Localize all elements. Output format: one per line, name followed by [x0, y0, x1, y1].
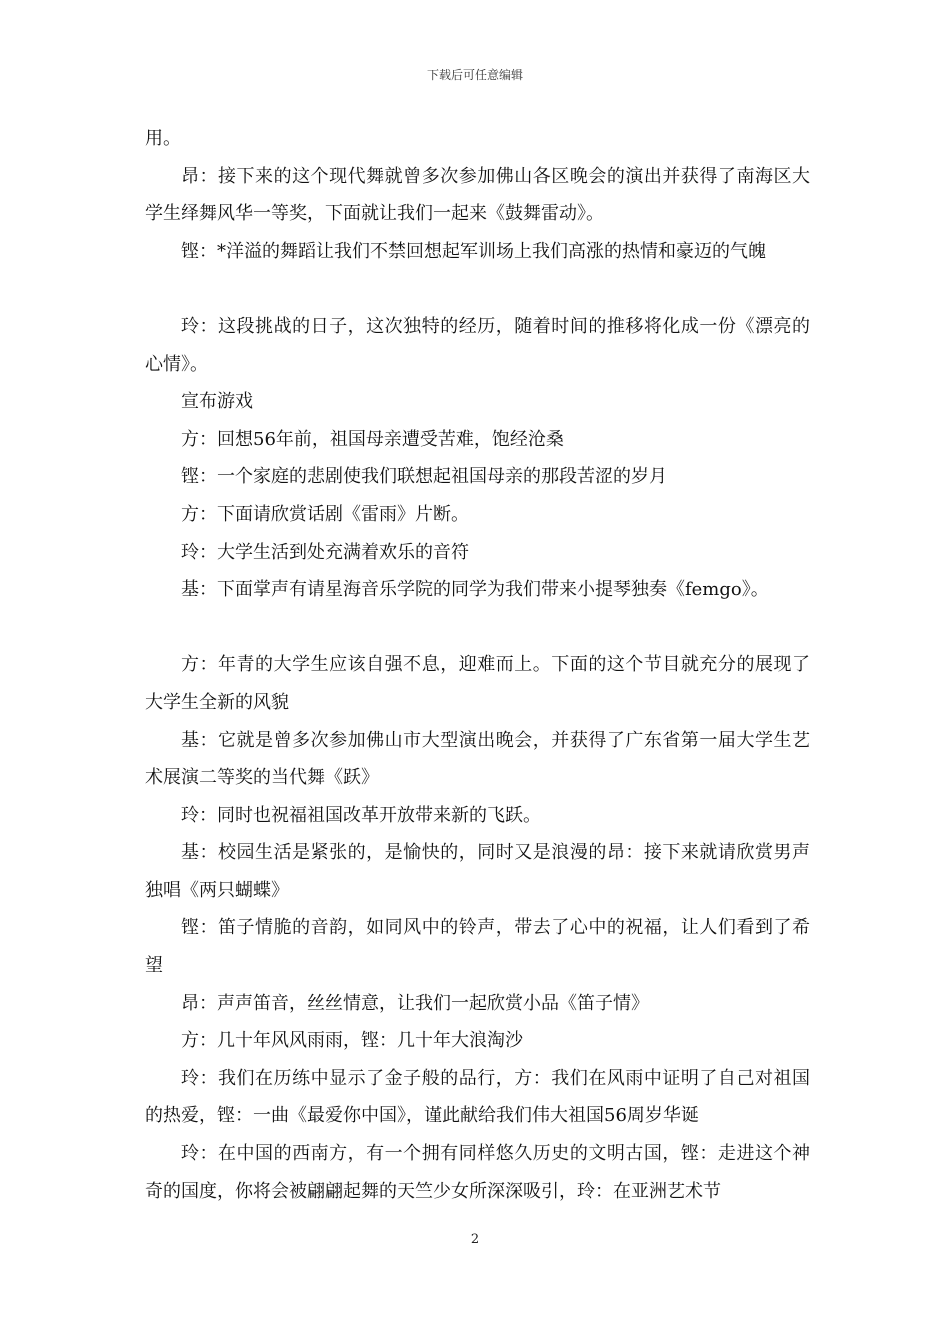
paragraph: 昂：声声笛音，丝丝情意，让我们一起欣赏小品《笛子情》	[181, 992, 649, 1014]
page-header: 下载后可任意编辑	[426, 68, 523, 82]
paragraph: 基：它就是曾多次参加佛山市大型演出晚会，并获得了广东省第一届大学生艺术展演二等奖的当代舞《跃》	[145, 729, 810, 789]
paragraph: 昂：接下来的这个现代舞就曾多次参加佛山各区晚会的演出并获得了南海区大学生绎舞风华一等奖，下面就让我们一起来《鼓舞雷动》。	[145, 165, 810, 225]
blank-line	[145, 609, 810, 647]
paragraph: 方：下面请欣赏话剧《雷雨》片断。	[181, 503, 469, 525]
paragraph: 玲：这段挑战的日子，这次独特的经历，随着时间的推移将化成一份《漂亮的心情》。	[145, 315, 810, 375]
paragraph: 铿：*洋溢的舞蹈让我们不禁回想起军训场上我们高涨的热情和豪迈的气魄	[181, 240, 766, 262]
paragraph: 铿：一个家庭的悲剧使我们联想起祖国母亲的那段苦涩的岁月	[181, 466, 667, 488]
paragraph: 方：回想56年前，祖国母亲遭受苦难，饱经沧桑	[181, 428, 564, 450]
page-number: 2	[470, 1232, 480, 1247]
paragraph: 玲：同时也祝福祖国改革开放带来新的飞跃。	[181, 804, 541, 826]
blank-line	[145, 270, 810, 308]
document-body	[145, 120, 810, 1210]
paragraph: 玲：在中国的西南方，有一个拥有同样悠久历史的文明古国，铿：走进这个神奇的国度，你将会被翩翩起舞的天竺少女所深深吸引，玲：在亚洲艺术节	[145, 1143, 810, 1202]
paragraph: 用。	[145, 128, 181, 149]
paragraph: 铿：笛子情脆的音韵，如同风中的铃声，带去了心中的祝福，让人们看到了希望	[145, 917, 810, 977]
paragraph: 方：几十年风风雨雨，铿：几十年大浪淘沙	[181, 1030, 523, 1052]
paragraph: 方：年青的大学生应该自强不息，迎难而上。下面的这个节目就充分的展现了大学生全新的风貌	[145, 654, 810, 713]
paragraph: 基：校园生活是紧张的，是愉快的，同时又是浪漫的昂：接下来就请欣赏男声独唱《两只蝴蝶》	[145, 842, 810, 901]
paragraph: 玲：大学生活到处充满着欢乐的音符	[181, 541, 469, 563]
paragraph: 基：下面掌声有请星海音乐学院的同学为我们带来小提琴独奏《femgo》。	[181, 579, 769, 601]
paragraph: 玲：我们在历练中显示了金子般的品行，方：我们在风雨中证明了自己对祖国的热爱，铿：一曲《最爱你中国》，谨此献给我们伟大祖国56周岁华诞	[145, 1067, 810, 1127]
paragraph: 宣布游戏	[181, 391, 253, 413]
